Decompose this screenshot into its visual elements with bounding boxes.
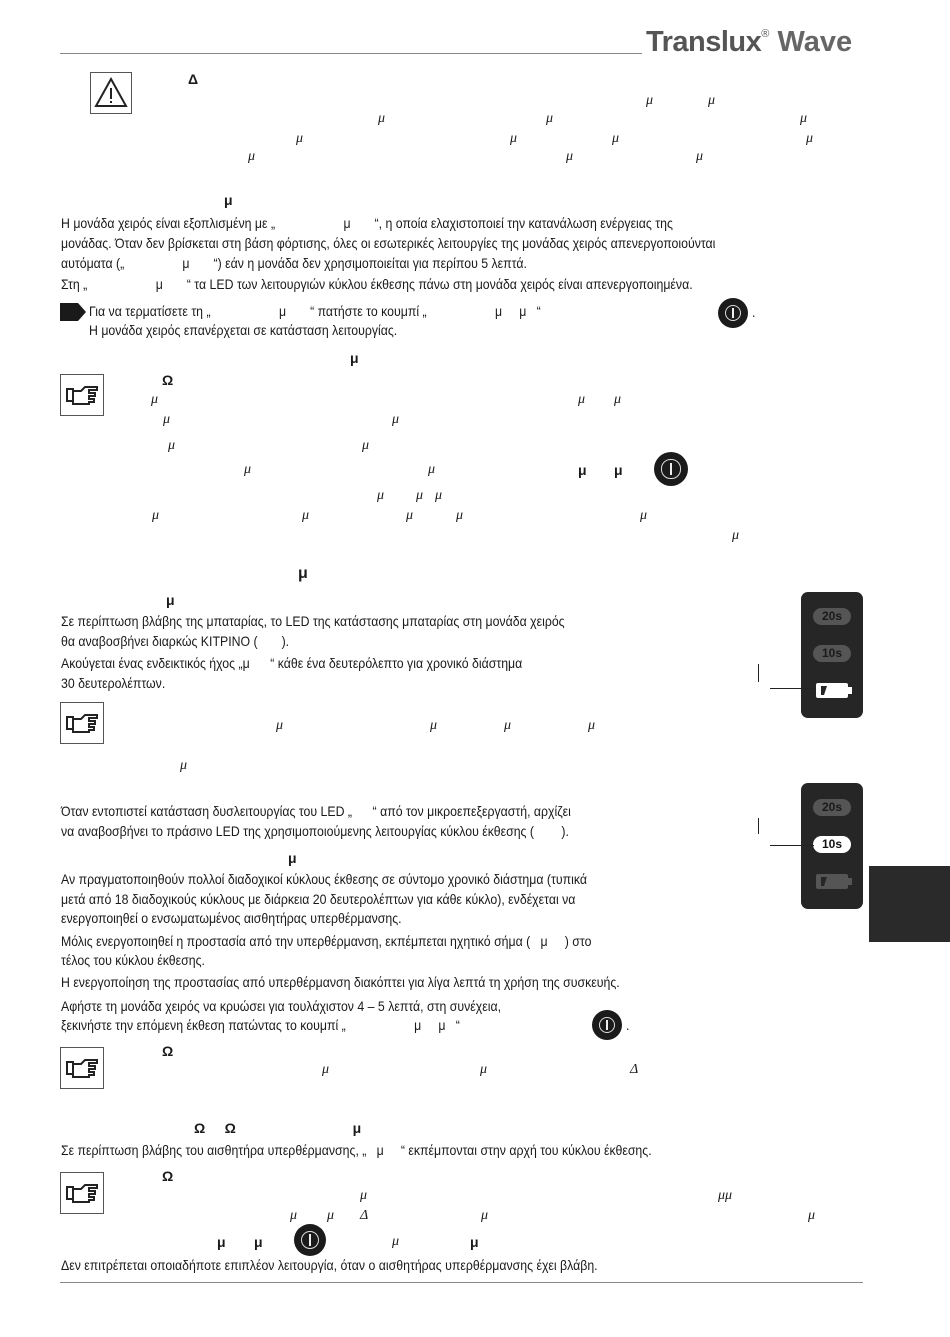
- standby-paragraph-line: αυτόματα („ μ “) εάν η μονάδα δεν χρησιμοποιείται για περίπου 5 λεπτά.: [61, 255, 527, 271]
- note-fragment: μ: [217, 1234, 226, 1250]
- note-fragment: μ: [322, 1062, 330, 1077]
- handpiece-led-panel: [801, 783, 863, 909]
- note-fragment: μ: [163, 412, 171, 427]
- brand-name: Translux: [646, 26, 762, 58]
- note-hand-icon-box: [60, 1047, 104, 1089]
- brand-logo: [646, 26, 852, 59]
- power-button-icon: [294, 1224, 326, 1256]
- standby-paragraph-line: μονάδας. Όταν δεν βρίσκεται στη βάση φόρτισης, όλες οι εσωτερικές λειτουργίες της μονάδας χειρός απενεργοποιούνται: [61, 235, 716, 251]
- pointing-hand-icon: [61, 703, 103, 743]
- note-fragment: μ: [168, 438, 176, 453]
- warning-icon-box: [90, 72, 132, 114]
- note-hand-icon-box: [60, 702, 104, 744]
- warning-triangle-icon: [91, 73, 131, 113]
- overheat-heading-fragment: μ: [288, 850, 297, 866]
- warning-fragment: μ: [510, 131, 518, 146]
- note-fragment: μ: [481, 1208, 489, 1223]
- note-fragment: μ: [456, 508, 464, 523]
- note-fragment: μ: [732, 528, 740, 543]
- note-fragment: μ: [578, 392, 586, 407]
- overheat-paragraph-line: Αφήστε τη μονάδα χειρός να κρυώσει για τουλάχιστον 4 – 5 λεπτά, στη συνέχεια,: [61, 998, 501, 1014]
- note-fragment: Ω: [162, 1043, 174, 1059]
- standby-paragraph-line: Η μονάδα χειρός είναι εξοπλισμένη με „ μ “, η οποία ελαχιστοποιεί την κατανάλωση ενέργειας της: [61, 215, 673, 231]
- sensor-heading: Ω Ω μ: [194, 1120, 362, 1136]
- overheat-paragraph-line: ενεργοποιηθεί ο ενσωματωμένος αισθητήρας υπερθέρμανσης.: [61, 910, 402, 926]
- note-fragment: μ: [578, 462, 587, 478]
- standby-paragraph-line: Στη „ μ “ τα LED των λειτουργιών κύκλου έκθεσης πάνω στη μονάδα χειρός είναι απενεργοποιημένα.: [61, 276, 693, 292]
- standby-step-end: .: [752, 304, 756, 320]
- battery-subheading-fragment: μ: [166, 592, 175, 608]
- battery-heading-fragment: μ: [298, 565, 308, 582]
- sensor-paragraph-line: Σε περίπτωση βλάβης του αισθητήρα υπερθέρμανσης, „ μ “ εκπέμπονται στην αρχή του κύκλου έκθεσης.: [61, 1142, 652, 1158]
- battery-paragraph-line: θα αναβοσβήνει διαρκώς ΚΙΤΡΙΝΟ ( ).: [61, 633, 290, 649]
- callout-line: [770, 845, 814, 846]
- note-fragment: μ: [180, 758, 188, 773]
- power-button-icon: [654, 452, 688, 486]
- pointing-hand-icon: [61, 1048, 103, 1088]
- warning-heading-fragment: Δ: [188, 71, 199, 87]
- led-10s-indicator: 10s: [813, 645, 851, 662]
- battery-paragraph-line: 30 δευτερολέπτων.: [61, 675, 166, 691]
- note-fragment: μ: [614, 462, 623, 478]
- note-fragment: μ: [302, 508, 310, 523]
- warning-fragment: μ: [696, 149, 704, 164]
- standby-heading-fragment: μ: [224, 192, 233, 208]
- note-fragment: μ: [151, 392, 159, 407]
- overheat-paragraph-line: ξεκινήστε την επόμενη έκθεση πατώντας το κουμπί „ μ μ “: [61, 1017, 460, 1033]
- note-fragment: μ: [435, 488, 443, 503]
- warning-fragment: μ: [800, 111, 808, 126]
- note-fragment: μ: [392, 1234, 400, 1249]
- warning-fragment: μ: [248, 149, 256, 164]
- battery-paragraph-line: Ακούγεται ένας ενδεικτικός ήχος „μ “ κάθε ένα δευτερόλεπτο για χρονικό διάστημα: [61, 655, 523, 671]
- battery-paragraph-line: Σε περίπτωση βλάβης της μπαταρίας, το LED της κατάστασης μπαταρίας στη μονάδα χειρός: [61, 613, 565, 629]
- note-fragment: μ: [254, 1234, 263, 1250]
- note-fragment: μ: [480, 1062, 488, 1077]
- footer-rule: [60, 1282, 863, 1283]
- overheat-line-end: .: [626, 1017, 630, 1033]
- note-fragment: μ: [504, 718, 512, 733]
- standby-step-line: Για να τερματίσετε τη „ μ “ πατήστε το κουμπί „ μ μ “: [89, 303, 541, 319]
- warning-fragment: μ: [708, 93, 716, 108]
- warning-fragment: μ: [378, 111, 386, 126]
- overheat-paragraph-line: τέλος του κύκλου έκθεσης.: [61, 952, 205, 968]
- note-fragment: μ: [392, 412, 400, 427]
- note-fragment: Ω: [162, 372, 174, 388]
- overheat-paragraph-line: μετά από 18 διαδοχικούς κύκλους με διάρκεια 20 δευτερολέπτων για κάθε κύκλο), ενδέχεται να: [61, 891, 576, 907]
- led-paragraph-line: Όταν εντοπιστεί κατάσταση δυσλειτουργίας του LED „ “ από τον μικροεπεξεργαστή, αρχίζει: [61, 803, 571, 819]
- product-name: Wave: [777, 26, 853, 58]
- note-fragment: Δ: [630, 1062, 639, 1077]
- overheat-paragraph-line: Αν πραγματοποιηθούν πολλοί διαδοχικοί κύκλους έκθεσης σε σύντομο χρονικό διάστημα (τυπικά: [61, 871, 588, 887]
- overheat-paragraph-line: Μόλις ενεργοποιηθεί η προστασία από την υπερθέρμανση, εκπέμπεται ηχητικό σήμα ( μ ) στο: [61, 933, 592, 949]
- sensor-final-line: Δεν επιτρέπεται οποιαδήποτε επιπλέον λειτουργία, όταν ο αισθητήρας υπερθέρμανσης έχει βλάβη.: [61, 1257, 598, 1273]
- power-button-icon: [718, 298, 748, 328]
- callout-line: [770, 688, 814, 689]
- note-fragment: Ω: [162, 1168, 174, 1184]
- note-fragment: μ: [276, 718, 284, 733]
- led-paragraph-line: να αναβοσβήνει το πράσινο LED της χρησιμοποιούμενης λειτουργίας κύκλου έκθεσης ( ).: [61, 823, 569, 839]
- warning-fragment: μ: [566, 149, 574, 164]
- callout-tick: [758, 664, 759, 682]
- warning-fragment: μ: [546, 111, 554, 126]
- note-hand-icon-box: [60, 1172, 104, 1214]
- pointing-hand-icon: [61, 1173, 103, 1213]
- callout-tick: [758, 818, 759, 834]
- note-fragment: μ: [244, 462, 252, 477]
- note-fragment: μ: [614, 392, 622, 407]
- note-fragment: μ: [808, 1208, 816, 1223]
- note-hand-icon-box: [60, 374, 104, 416]
- handpiece-led-panel: [801, 592, 863, 718]
- led-20s-indicator: 20s: [813, 799, 851, 816]
- chapter-tab: [869, 866, 950, 942]
- note-fragment: Δ: [360, 1208, 369, 1223]
- note-fragment: μ: [377, 488, 385, 503]
- header-rule: [60, 53, 642, 54]
- note-fragment: μ: [416, 488, 424, 503]
- note-fragment: μ: [362, 438, 370, 453]
- power-button-icon: [592, 1010, 622, 1040]
- warning-fragment: μ: [806, 131, 814, 146]
- battery-led-icon: [815, 873, 853, 890]
- note-fragment: μ: [588, 718, 596, 733]
- registered-mark: ®: [761, 28, 770, 40]
- warning-fragment: μ: [612, 131, 620, 146]
- note-fragment: μ: [406, 508, 414, 523]
- standby-step-line: Η μονάδα χειρός επανέρχεται σε κατάσταση λειτουργίας.: [89, 322, 398, 338]
- warning-fragment: μ: [296, 131, 304, 146]
- overheat-paragraph-line: Η ενεργοποίηση της προστασίας από υπερθέρμανση διακόπτει για λίγα λεπτά τη χρήση της συσκευής.: [61, 974, 620, 990]
- note-fragment: μ: [360, 1188, 368, 1203]
- note-fragment: μ: [152, 508, 160, 523]
- step-arrow-icon: [60, 303, 86, 321]
- pointing-hand-icon: [61, 375, 103, 415]
- led-20s-indicator: 20s: [813, 608, 851, 625]
- led-10s-indicator-active: 10s: [813, 836, 851, 853]
- battery-led-icon: [815, 682, 853, 699]
- warning-fragment: μ: [646, 93, 654, 108]
- note-fragment: μ: [640, 508, 648, 523]
- note-fragment: μ: [327, 1208, 335, 1223]
- note-fragment: μ: [430, 718, 438, 733]
- note-fragment: μ: [470, 1234, 479, 1250]
- note-fragment: μ: [290, 1208, 298, 1223]
- note-heading-fragment: μ: [350, 350, 359, 366]
- note-fragment: μμ: [718, 1188, 733, 1203]
- note-fragment: μ: [428, 462, 436, 477]
